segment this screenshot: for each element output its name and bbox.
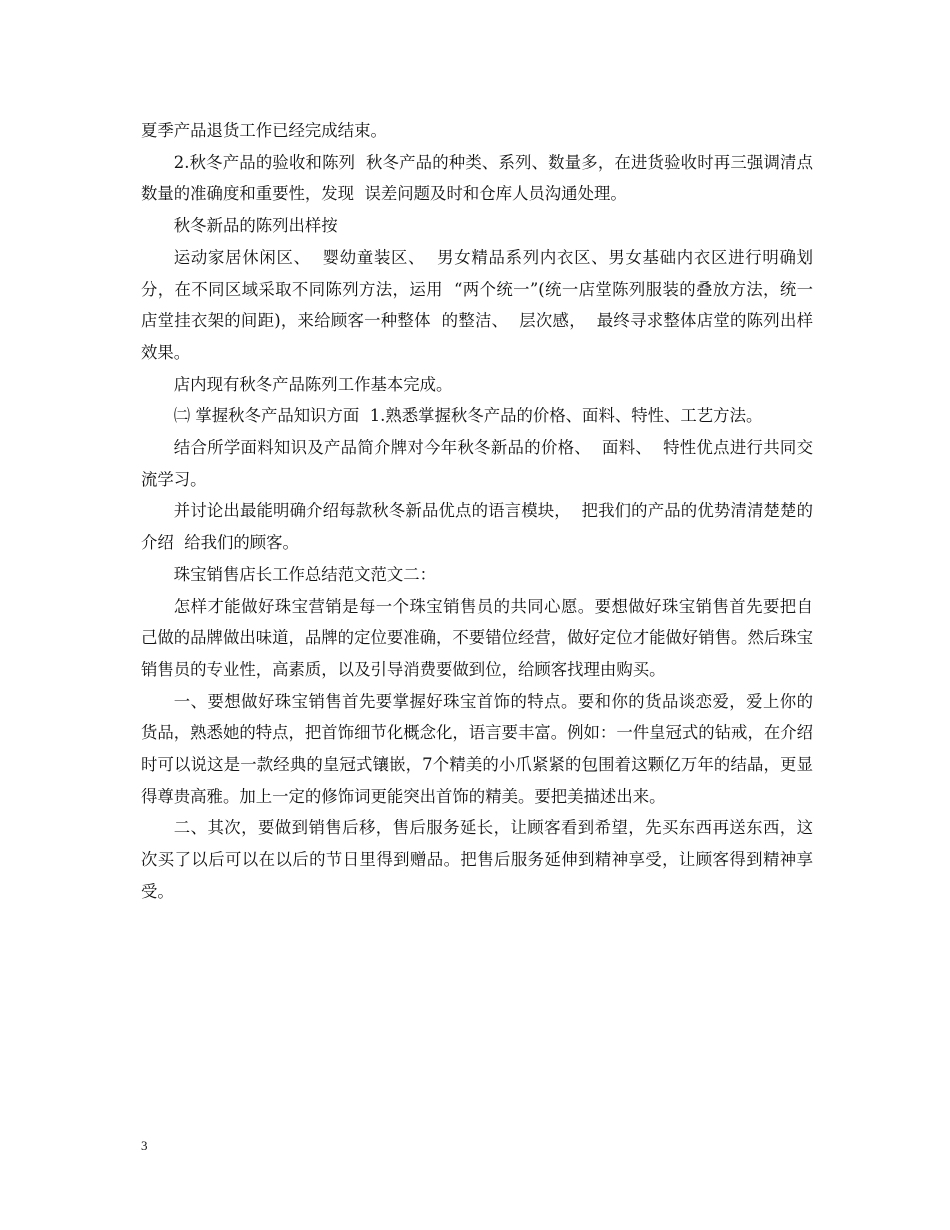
page-number: 3: [141, 1138, 148, 1153]
paragraph-3: 秋冬新品的陈列出样按: [173, 216, 338, 236]
paragraph-8: 并讨论出最能明确介绍每款秋冬新品优点的语言模块， 把我们的产品的优势清清楚楚的介绍 给我们的顾客。: [141, 501, 813, 553]
paragraph-2: 2.秋冬产品的验收和陈列 秋冬产品的种类、系列、数量多，在进货验收时再三强调清点数量的准确度和重要性，发现 误差问题及时和仓库人员沟通处理。: [141, 152, 813, 204]
paragraph-7: 结合所学面料知识及产品简介牌对今年秋冬新品的价格、 面料、 特性优点进行共同交流学习。: [141, 438, 813, 489]
paragraph-10: 怎样才能做好珠宝营销是每一个珠宝销售员的共同心愿。要想做好珠宝销售首先要把自己做的品牌做出味道，品牌的定位要准确，不要错位经营，做好定位才能做好销售。然后珠宝销售员的专业性，高素质，以及引导消费要做到位，给顾客找理由购买。: [141, 596, 814, 679]
paragraph-5: 店内现有秋冬产品陈列工作基本完成。: [173, 374, 453, 394]
paragraph-6: ㈡ 掌握秋冬产品知识方面 1.熟悉掌握秋冬产品的价格、面料、特性、工艺方法。: [173, 406, 763, 426]
paragraph-12: 二、其次，要做到销售后移，售后服务延长，让顾客看到希望，先买东西再送东西，这次买了以后可以在以后的节日里得到赠品。把售后服务延伸到精神享受，让顾客得到精神享受。: [141, 818, 813, 901]
paragraph-9: 珠宝销售店长工作总结范文范文二：: [173, 564, 437, 584]
paragraph-11: 一、要想做好珠宝销售首先要掌握好珠宝首饰的特点。要和你的货品谈恋爱，爱上你的货品，熟悉她的特点，把首饰细节化概念化，语言要丰富。例如：一件皇冠式的钻戒，在介绍时可以说这是一款经典的皇冠式镶嵌，7个精美的小爪紧紧的包围着这颗亿万年的结晶，更显得尊贵高雅。加上一定的修饰词更能突出首饰的精美。要把美描述出来。: [141, 691, 814, 806]
paragraph-4: 运动家居休闲区、 婴幼童装区、 男女精品系列内衣区、男女基础内衣区进行明确划分，在不同区域采取不同陈列方法，运用 “两个统一”(统一店堂陈列服装的叠放方法，统一店堂挂衣架的间距)，来给顾客一种整体 的整洁、 层次感， 最终寻求整体店堂的陈列出样效果。: [141, 247, 813, 362]
document-body: [141, 115, 813, 908]
paragraph-1: 夏季产品退货工作已经完成结束。: [141, 121, 387, 140]
